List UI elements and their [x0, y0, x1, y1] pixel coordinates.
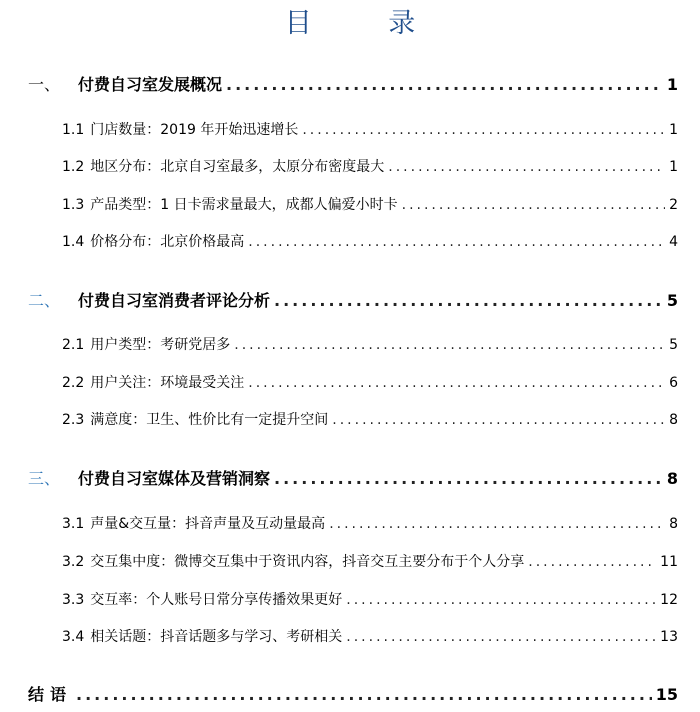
toc-entry-2-1[interactable]	[62, 334, 678, 356]
conclusion-title: 结语	[28, 685, 73, 704]
dot-leader	[332, 412, 665, 428]
dot-leader	[226, 75, 663, 94]
entry-page: 12	[660, 592, 678, 608]
entry-number: 1.3	[62, 197, 85, 213]
toc-entry-2-2[interactable]	[62, 372, 678, 394]
entry-title: 相关话题：抖音话题多与学习、考研相关	[90, 629, 343, 645]
entry-page: 11	[660, 554, 678, 570]
toc-entry-1-1[interactable]	[62, 119, 678, 141]
section-page: 1	[666, 75, 678, 94]
entry-page: 2	[669, 197, 678, 213]
entry-page: 4	[669, 234, 678, 250]
entry-number: 1.4	[62, 234, 85, 250]
section-title: 付费自习室消费者评论分析	[78, 291, 271, 310]
dot-leader	[76, 685, 652, 704]
toc-entry-2-3[interactable]	[62, 409, 678, 431]
dot-leader	[248, 375, 665, 391]
entry-title: 用户类型：考研党居多	[90, 337, 231, 353]
toc-entry-3-3[interactable]	[62, 589, 678, 611]
dot-leader	[346, 592, 656, 608]
section-number: 一、	[28, 75, 61, 94]
entry-title: 产品类型：1 日卡需求量最大，成都人偏爱小时卡	[90, 197, 398, 213]
toc-entry-3-2[interactable]	[62, 551, 678, 573]
entry-page: 1	[669, 159, 678, 175]
toc-title: 目 录	[284, 8, 450, 39]
entry-page: 5	[669, 337, 678, 353]
toc-entry-3-1[interactable]	[62, 513, 678, 535]
dot-leader	[234, 337, 665, 353]
entry-number: 1.2	[62, 159, 85, 175]
section-title: 付费自习室发展概况	[78, 75, 223, 94]
entry-page: 8	[669, 516, 678, 532]
entry-page: 6	[669, 375, 678, 391]
conclusion-page: 15	[655, 685, 678, 704]
entry-title: 地区分布：北京自习室最多，太原分布密度最大	[90, 159, 385, 175]
section-page: 5	[666, 291, 678, 310]
dot-leader	[388, 159, 665, 175]
section-title: 付费自习室媒体及营销洞察	[78, 469, 271, 488]
entry-number: 3.4	[62, 629, 85, 645]
dot-leader	[274, 291, 663, 310]
toc-conclusion[interactable]	[28, 682, 678, 706]
toc-entry-1-4[interactable]	[62, 231, 678, 253]
entry-number: 3.1	[62, 516, 85, 532]
toc-entry-3-4[interactable]	[62, 626, 678, 648]
dot-leader	[274, 469, 663, 488]
dot-leader	[329, 516, 665, 532]
entry-number: 1.1	[62, 122, 85, 138]
entry-title: 门店数量：2019 年开始迅速增长	[90, 122, 299, 138]
dot-leader	[402, 197, 665, 213]
entry-title: 价格分布：北京价格最高	[90, 234, 245, 250]
entry-title: 满意度：卫生、性价比有一定提升空间	[90, 412, 329, 428]
dot-leader	[248, 234, 665, 250]
entry-number: 3.2	[62, 554, 85, 570]
entry-number: 2.3	[62, 412, 85, 428]
dot-leader	[302, 122, 665, 138]
section-number: 三、	[28, 469, 61, 488]
section-page: 8	[666, 469, 678, 488]
toc-section-3[interactable]	[28, 466, 678, 490]
entry-page: 13	[660, 629, 678, 645]
entry-number: 2.2	[62, 375, 85, 391]
entry-title: 交互率：个人账号日常分享传播效果更好	[90, 592, 343, 608]
entry-number: 2.1	[62, 337, 85, 353]
section-number: 二、	[28, 291, 61, 310]
entry-page: 8	[669, 412, 678, 428]
toc-entry-1-2[interactable]	[62, 156, 678, 178]
entry-page: 1	[669, 122, 678, 138]
entry-title: 声量&交互量：抖音声量及互动量最高	[90, 516, 326, 532]
entry-title: 用户关注：环境最受关注	[90, 375, 245, 391]
entry-number: 3.3	[62, 592, 85, 608]
dot-leader	[346, 629, 656, 645]
entry-title: 交互集中度：微博交互集中于资讯内容，抖音交互主要分布于个人分享	[90, 554, 525, 570]
dot-leader	[528, 554, 656, 570]
toc-section-2[interactable]	[28, 288, 678, 312]
toc-section-1[interactable]	[28, 72, 678, 96]
toc-entry-1-3[interactable]	[62, 194, 678, 216]
